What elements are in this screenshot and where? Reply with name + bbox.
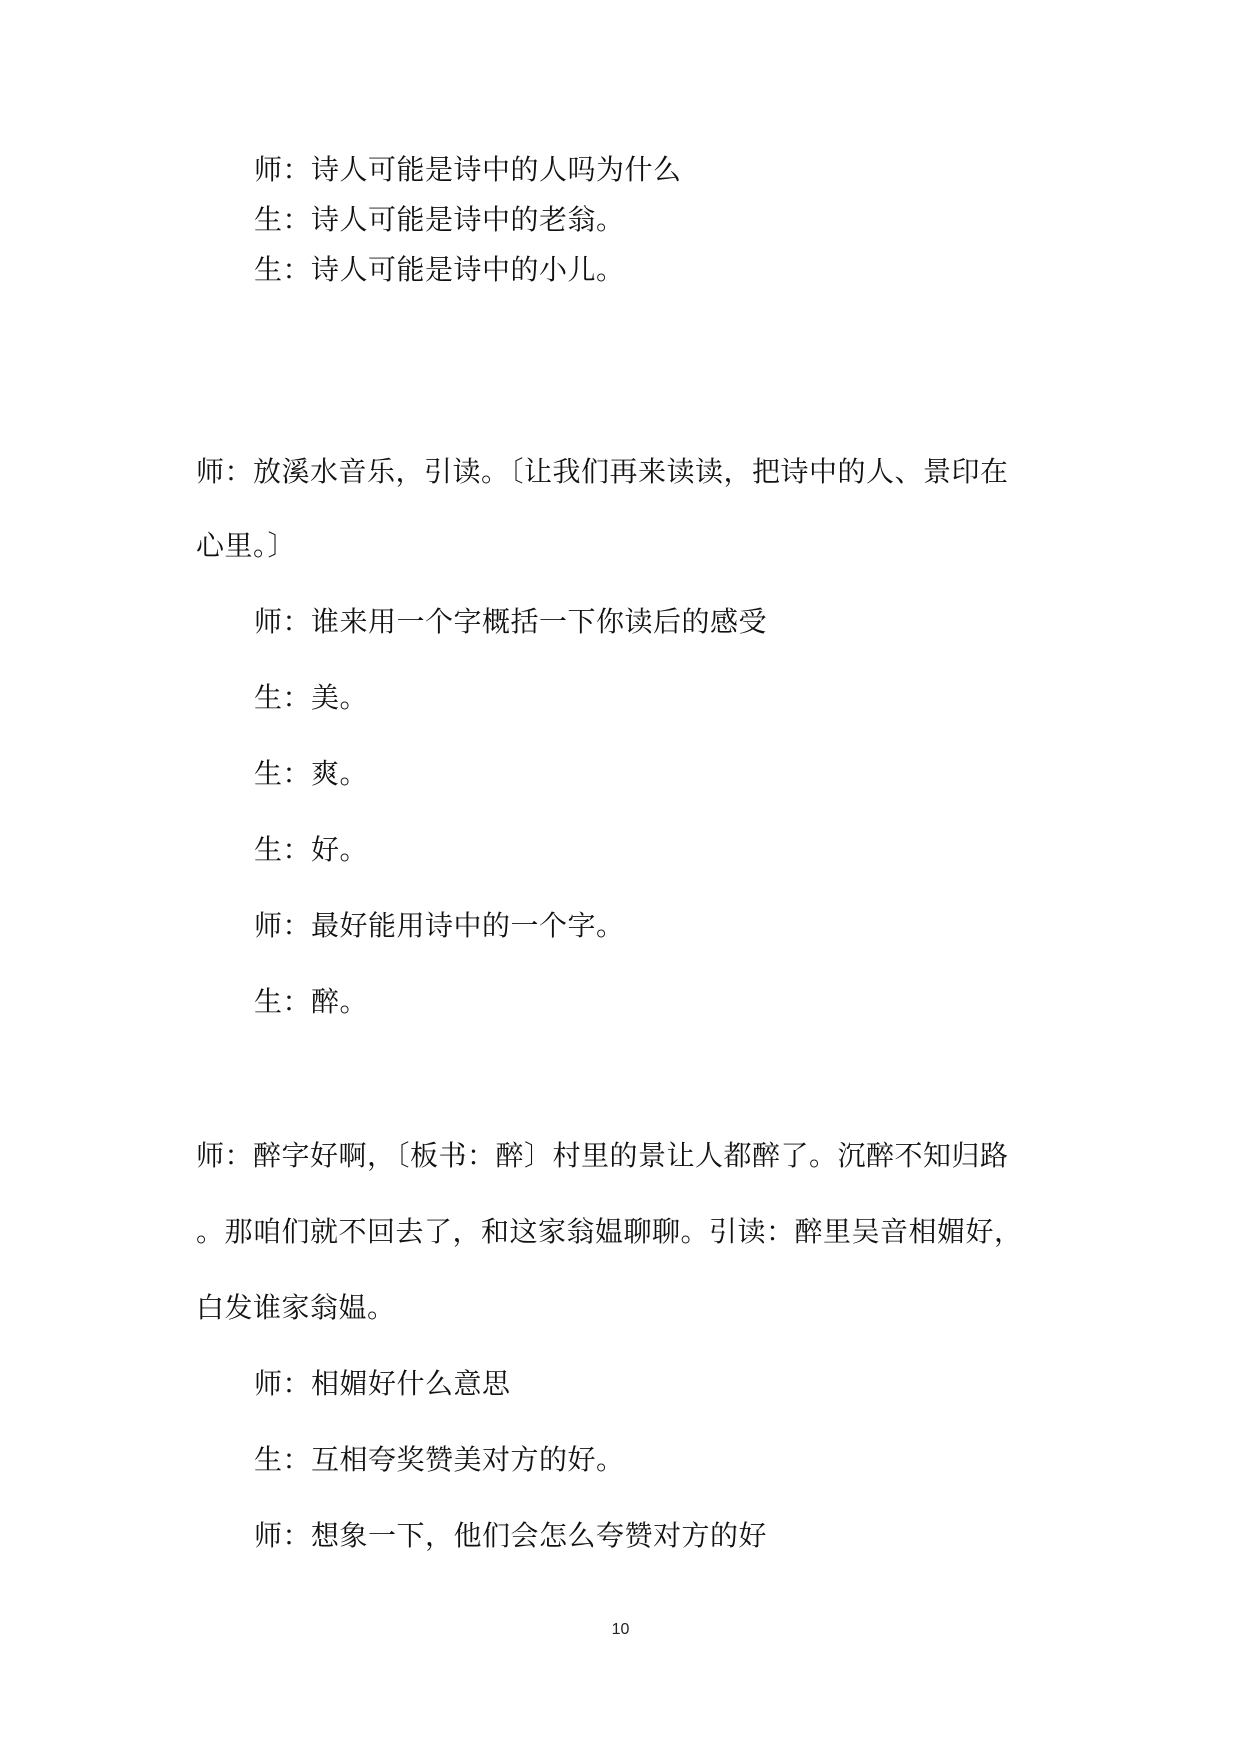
dialogue-line: 生：醉。: [254, 985, 369, 1018]
dialogue-line: 师：醉字好啊，〔板书：醉〕村里的景让人都醉了。沉醉不知归路: [196, 1139, 1009, 1172]
dialogue-line: 师：放溪水音乐，引读。〔让我们再来读读，把诗中的人、景印在: [196, 455, 1009, 488]
dialogue-line: 生：好。: [254, 833, 369, 866]
dialogue-line: 师：最好能用诗中的一个字。: [254, 909, 625, 942]
dialogue-line: 师：相媚好什么意思: [254, 1367, 511, 1400]
dialogue-line: 生：诗人可能是诗中的老翁。: [254, 203, 625, 236]
dialogue-line: 生：诗人可能是诗中的小儿。: [254, 253, 625, 286]
dialogue-line: 生：爽。: [254, 757, 369, 790]
dialogue-line: 生：美。: [254, 681, 369, 714]
dialogue-line: 师：谁来用一个字概括一下你读后的感受: [254, 605, 768, 638]
dialogue-line: 白发谁家翁媪。: [196, 1291, 396, 1324]
dialogue-line: 。那咱们就不回去了，和这家翁媪聊聊。引读：醉里吴音相媚好，: [196, 1215, 1023, 1248]
dialogue-line: 生：互相夸奖赞美对方的好。: [254, 1443, 625, 1476]
page-number: 10: [611, 1621, 630, 1638]
dialogue-line: 师：诗人可能是诗中的人吗为什么: [254, 153, 682, 186]
dialogue-line: 心里。〕: [196, 529, 297, 562]
dialogue-line: 师：想象一下，他们会怎么夸赞对方的好: [254, 1519, 768, 1552]
